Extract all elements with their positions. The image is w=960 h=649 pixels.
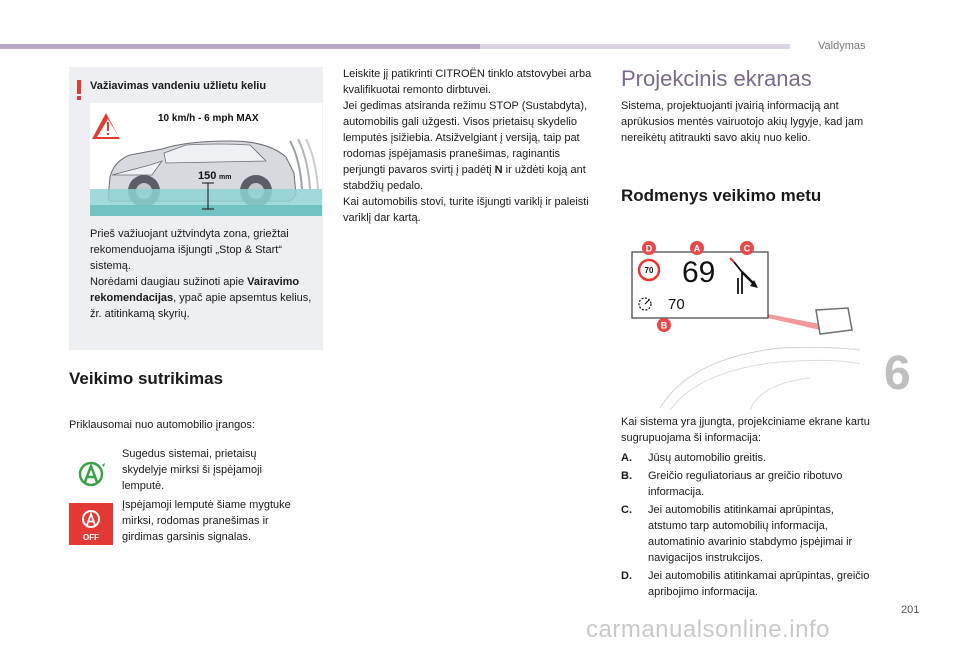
header-bar-dark xyxy=(0,44,480,49)
header-bar-light xyxy=(480,44,790,49)
info-intro: Kai sistema yra įjungta, projekciniame ekrane kartu sugrupuojama ši informacija: xyxy=(621,416,870,444)
list-item: A. Jūsų automobilio greitis. xyxy=(621,452,767,464)
depth-value: 150 xyxy=(198,170,217,182)
warning-text-1: Prieš važiuojant užtvindyta zona, griežtai rekomenduojama išjungti „Stop & Start“ sistemą. xyxy=(90,228,289,272)
page-number: 201 xyxy=(901,604,920,616)
marker-a: A xyxy=(693,243,701,254)
watermark: carmanualsonline.info xyxy=(586,616,830,643)
marker-d: D xyxy=(645,243,653,254)
hud-cruise-speed: 70 xyxy=(668,296,685,313)
warning-text xyxy=(90,226,322,322)
middle-text xyxy=(343,66,595,226)
automatic-system-warning-icon xyxy=(69,455,113,493)
list-item: B. Greičio reguliatoriaus ar greičio ribotuvo informacija. xyxy=(621,470,843,498)
marker-b: B xyxy=(660,320,668,331)
hud-intro: Sistema, projektuojanti įvairią informaciją ant aprūkusios mentės vairuotojo akių lygyje, kad jam nereikėtų atitraukti savo akių nuo kelio. xyxy=(621,100,864,144)
neutral-gear-label: N xyxy=(494,164,503,176)
off-button-icon xyxy=(69,503,113,545)
malfunction-item-1: Sugedus sistemai, prietaisų skydelyje mirksi ši įspėjamoji lemputė. xyxy=(122,448,262,492)
chapter-number: 6 xyxy=(884,347,911,400)
malfunction-intro: Priklausomai nuo automobilio įrangos: xyxy=(69,419,255,431)
display-heading: Rodmenys veikimo metu xyxy=(621,186,822,205)
hud-speed-limit: 70 xyxy=(644,266,654,275)
info-list xyxy=(621,450,871,602)
page-title: Projekcinis ekranas xyxy=(621,66,812,91)
middle-p2: Jei gedimas atsiranda režimu STOP (Sustabdyta), automobilis gali užgesti. Visos prietaisų skydelio lemputės įsižiebia. Atsižvelgiant į versiją, taip pat rodomas įspėjamasis pranešimas, raginantis perjungti pavaros svirtį į padėtį N ir uždėti koją ant stabdžių pedalo. xyxy=(343,100,588,192)
speed-limit-label: 10 km/h - 6 mph MAX xyxy=(158,113,259,124)
depth-unit: mm xyxy=(219,174,232,181)
middle-p1: Leiskite jį patikrinti CITROËN tinklo atstovybei arba kvalifikuotai remonto dirbtuvei. xyxy=(343,68,592,96)
list-item: D. Jei automobilis atitinkamai aprūpintas, greičio apribojimo informacija. xyxy=(621,570,870,598)
flooded-road-illustration xyxy=(90,103,322,216)
driving-recommendations-link: Vairavimo rekomendacijas xyxy=(90,276,300,304)
head-up-display-illustration xyxy=(630,238,860,410)
off-label: OFF xyxy=(83,533,99,542)
malfunction-heading: Veikimo sutrikimas xyxy=(69,369,224,388)
hud-speed: 69 xyxy=(682,256,716,289)
malfunction-item-2: Įspėjamoji lemputė šiame mygtuke mirksi, rodomas pranešimas ir girdimas garsinis signalas. xyxy=(122,499,291,543)
exclamation-icon xyxy=(77,80,81,100)
section-label: Valdymas xyxy=(818,40,866,52)
list-item: C. Jei automobilis atitinkamai aprūpintas, atstumo tarp automobilių informacija, automatinio avarinio stabdymo įspėjimai ir navigacijos instrukcijos. xyxy=(621,504,853,564)
warning-title: Važiavimas vandeniu užlietu keliu xyxy=(90,80,267,92)
warning-text-2: Norėdami daugiau sužinoti apie Vairavimo rekomendacijas, ypač apie apsemtus kelius, žr. atitinkamą skyrių. xyxy=(90,276,312,320)
middle-p3: Kai automobilis stovi, turite išjungti variklį ir paleisti variklį dar kartą. xyxy=(343,196,589,224)
marker-c: C xyxy=(743,243,751,254)
